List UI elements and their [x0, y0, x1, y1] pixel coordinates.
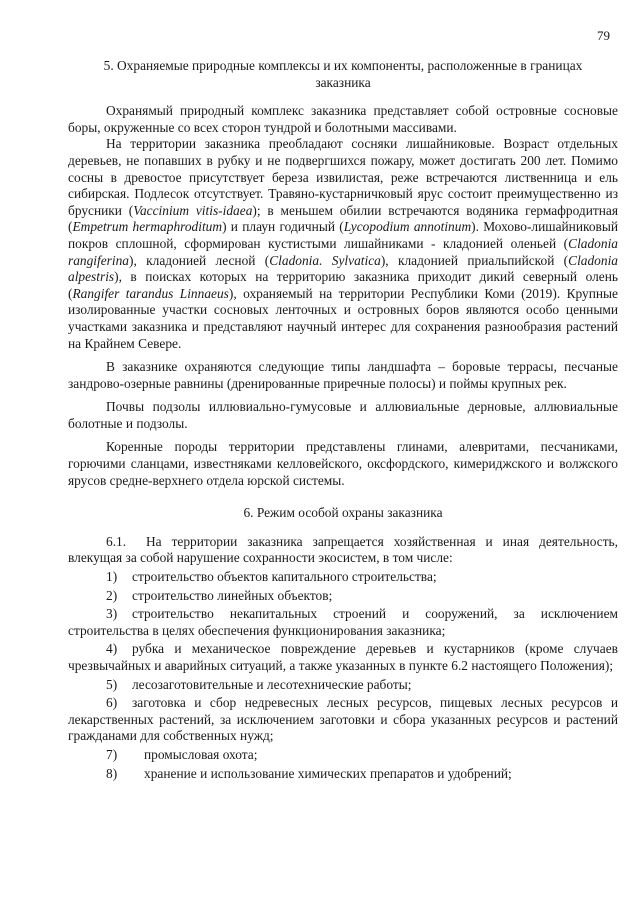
document-body [68, 58, 618, 782]
text-run: ), кладонией лесной ( [129, 252, 270, 268]
text-run: ); в меньшем обилии встречаются водяника гермафродитная ( [68, 202, 619, 235]
section-5-title-line2: заказника [315, 74, 371, 90]
latin-name: Lycopodium annotinum [343, 219, 472, 235]
list-item-number: 6) [106, 695, 118, 711]
latin-name: Cladonia alpestris [68, 252, 618, 285]
list-item-number: 4) [106, 641, 118, 657]
list-item [68, 569, 618, 586]
section-6-heading: 6. Режим особой охраны заказника [243, 505, 443, 521]
list-item-number: 7) [106, 746, 118, 762]
text-run: ), охраняемый на территории Республики Коми (2019). Крупные изолированные участки сосновых ленточных и островных боров являются особо ценными участками заказника и представляют научный интерес для сохранения разнообразия растений на Крайнем Севере. [68, 285, 618, 351]
clause-text: На территории заказника запрещается хозяйственная и иная деятельность, влекущая за собой нарушение сохранности экосистем, в том числе: [68, 533, 618, 566]
clause-6-1 [68, 534, 618, 567]
list-item-text: хранение и использование химических препаратов и удобрений; [144, 765, 512, 781]
list-item-number: 3) [106, 606, 118, 622]
text-run: ). Мохово-лишайниковый покров сплошной, сформирован кустистыми лишайниками - кладонией оленьей ( [68, 219, 619, 251]
page-number: 79 [597, 28, 610, 43]
text-run: ), в поисках которых на территорию заказника приходит дикий северный олень ( [68, 269, 618, 301]
list-item [68, 677, 618, 694]
list-item-number: 5) [106, 676, 118, 692]
latin-name: Rangifer tarandus Linnaeus [72, 285, 229, 301]
list-item-text: рубка и механическое повреждение деревьев и кустарников (кроме случаев чрезвычайных и аварийных ситуаций, а также указанных в пункте 6.2 настоящего Положения); [68, 641, 618, 673]
list-item [68, 747, 618, 764]
text-run: ) и плаун годичный ( [222, 219, 344, 235]
section-5-paragraph-1: Охранямый природный комплекс заказника представляет собой островные сосновые боры, окруженные со всех сторон тундрой и болотными массивами. [68, 103, 618, 135]
text-run: ), кладонией приальпийской ( [380, 252, 569, 268]
list-item-text: строительство некапитальных строений и сооружений, за исключением строительства в целях обеспечения функционирования заказника; [68, 606, 618, 638]
list-item [68, 588, 618, 605]
latin-name: Empetrum hermaphroditum [72, 219, 223, 235]
latin-name: Cladonia rangiferina [68, 235, 618, 268]
list-item-text: строительство линейных объектов; [132, 587, 333, 603]
section-5-heading [68, 58, 618, 91]
list-item [68, 766, 618, 783]
list-item-text: заготовка и сбор недревесных лесных ресурсов, пищевых лесных ресурсов и лекарственных растений, за исключением заготовки и сбора указанных ресурсов и растений гражданами для собственных нужд; [68, 695, 618, 744]
list-item [68, 695, 618, 745]
text-run: На территории заказника преобладают сосняки лишайниковые. Возраст отдельных деревьев, не попавших в рубку и не подвергшихся пожару, может достигать 200 лет. Помимо сосны в древостое присутствует береза извилистая, реже встречаются лиственница и ель сибирская. Подлесок отсутствует. Травяно-кустарничковый ярус состоит преимущественно из брусники ( [68, 136, 618, 218]
section-5-paragraph-4: Почвы подзолы иллювиально-гумусовые и аллювиальные дерновые, аллювиальные болотные и подзолы. [68, 399, 618, 431]
list-item-text: лесозаготовительные и лесотехнические работы; [132, 676, 412, 692]
latin-name: Vaccinium vitis-idaea [133, 202, 253, 218]
latin-name: Cladonia. Sylvatica [269, 252, 381, 268]
section-5-paragraph-3: В заказнике охраняются следующие типы ландшафта – боровые террасы, песчаные зандрово-озерные равнины (дренированные приречные полосы) и поймы крупных рек. [68, 359, 618, 391]
section-5-title-line1: 5. Охраняемые природные комплексы и их компоненты, расположенные в границах [103, 58, 583, 73]
section-5-paragraph-5: Коренные породы территории представлены глинами, алевритами, песчаниками, горючими сланцами, известняками келловейского, оксфордского, кимериджского и волжского ярусов средне-верхнего отдела юрской системы. [68, 439, 618, 488]
section-5-paragraph-2 [68, 136, 618, 352]
list-item [68, 606, 618, 639]
list-item [68, 641, 618, 674]
list-item-number: 1) [106, 569, 118, 585]
list-item-number: 2) [106, 587, 118, 603]
clause-number: 6.1. [106, 533, 127, 549]
list-item-text: промысловая охота; [144, 746, 258, 762]
list-item-text: строительство объектов капитального строительства; [132, 569, 437, 585]
list-item-number: 8) [106, 765, 118, 781]
